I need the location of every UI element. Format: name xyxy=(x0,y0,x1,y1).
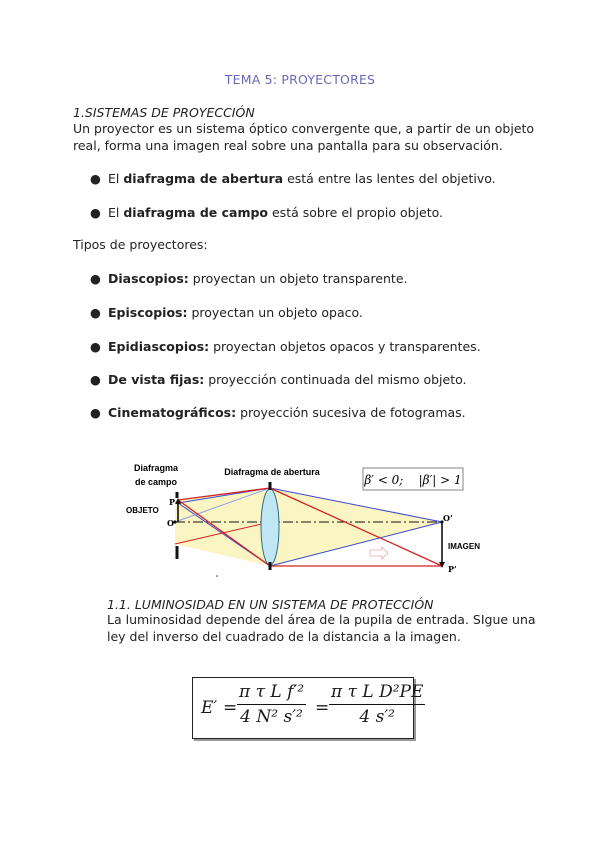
formula-lhs: E′ xyxy=(201,698,218,718)
image-label: IMAGEN xyxy=(448,542,480,551)
aperture-stop-label: Diafragma de abertura xyxy=(224,467,320,477)
type-item: ● Epidiascopios: proyectan objetos opacos y transparentes. xyxy=(90,339,481,354)
formula-numerator-2: π τ L D²PE xyxy=(329,682,425,705)
section-heading-1: 1.SISTEMAS DE PROYECCIÓN xyxy=(73,105,255,120)
projector-diagram xyxy=(120,458,480,583)
lens xyxy=(261,489,279,565)
types-label: Tipos de proyectores: xyxy=(73,237,208,252)
page-title: TEMA 5: PROYECTORES xyxy=(224,72,376,87)
condition-text: β′ < 0; |β′| > 1 xyxy=(364,473,462,487)
stray-dot xyxy=(216,575,218,577)
point-O-label: O xyxy=(167,518,174,528)
luminosity-formula xyxy=(192,677,424,739)
bullet-item: ● El diafragma de campo está sobre el propio objeto. xyxy=(90,205,444,220)
field-stop-label: Diafragma xyxy=(133,463,179,473)
type-item: ● De vista fijas: proyección continuada del mismo objeto. xyxy=(90,372,467,387)
formula-equals: = xyxy=(223,698,238,718)
point-P-label: P xyxy=(169,497,176,507)
light-direction-arrow xyxy=(370,547,388,559)
formula-numerator-1: π τ L f′² xyxy=(237,682,306,705)
formula-denominator-1: 4 N² s′² xyxy=(240,707,303,727)
type-item: ● Diascopios: proyectan un objeto transparente. xyxy=(90,271,408,286)
formula-fraction-1 xyxy=(237,682,306,727)
field-stop-label: de campo xyxy=(134,477,178,487)
formula-equals: = xyxy=(315,698,330,718)
luminosity-paragraph: La luminosidad depende del área de la pupila de entrada. SIgue una ley del inverso del cuadrado de la distancia a la imagen. xyxy=(107,612,536,644)
bullet-item: ● El diafragma de abertura está entre las lentes del objetivo. xyxy=(90,171,496,186)
point-P-prime-label: P’ xyxy=(448,564,457,574)
type-item: ● Episcopios: proyectan un objeto opaco. xyxy=(90,305,363,320)
object-label: OBJETO xyxy=(126,506,159,515)
formula-denominator-2: 4 s′² xyxy=(359,707,395,727)
section-heading-2: 1.1. LUMINOSIDAD EN UN SISTEMA DE PROTECCIÓN xyxy=(107,597,434,612)
intro-paragraph: Un proyector es un sistema óptico convergente que, a partir de un objeto real, forma una imagen real sobre una pantalla para su observación. xyxy=(73,121,535,153)
formula-fraction-2 xyxy=(329,682,425,727)
type-item: ● Cinematográficos: proyección sucesiva de fotogramas. xyxy=(90,405,466,420)
point-O-prime-label: O’ xyxy=(443,513,453,523)
